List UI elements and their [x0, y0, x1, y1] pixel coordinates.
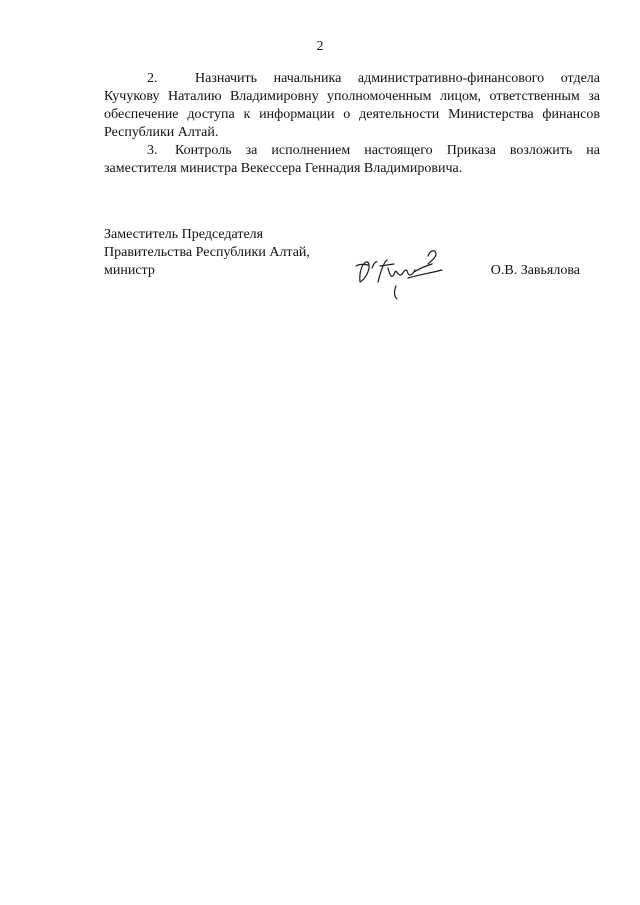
order-body: [104, 70, 600, 178]
signatory-name: О.В. Завьялова: [490, 263, 580, 278]
page-number: 2: [316, 39, 324, 54]
signatory-title: [104, 226, 364, 280]
paragraph-2: [104, 70, 600, 142]
paragraph-3: [104, 142, 600, 178]
paragraph-text: Назначить начальника административно-финансового отдела Кучукову Наталию Владимировну уполномоченным лицом, ответственным за обеспечение доступа к информации о деятельности Министерства финансов Республики Алтай.: [104, 71, 600, 140]
paragraph-number: 3.: [147, 143, 158, 158]
signatory-title-line: министр: [104, 263, 155, 278]
signatory-title-line: Правительства Республики Алтай,: [104, 245, 310, 260]
paragraph-text: Контроль за исполнением настоящего Приказа возложить на заместителя министра Векессера Геннадия Владимировича.: [104, 143, 600, 176]
paragraph-number: 2.: [147, 71, 158, 86]
signatory-title-line: Заместитель Председателя: [104, 227, 264, 242]
handwritten-signature-icon: [350, 242, 454, 304]
signature-block: [104, 226, 600, 306]
